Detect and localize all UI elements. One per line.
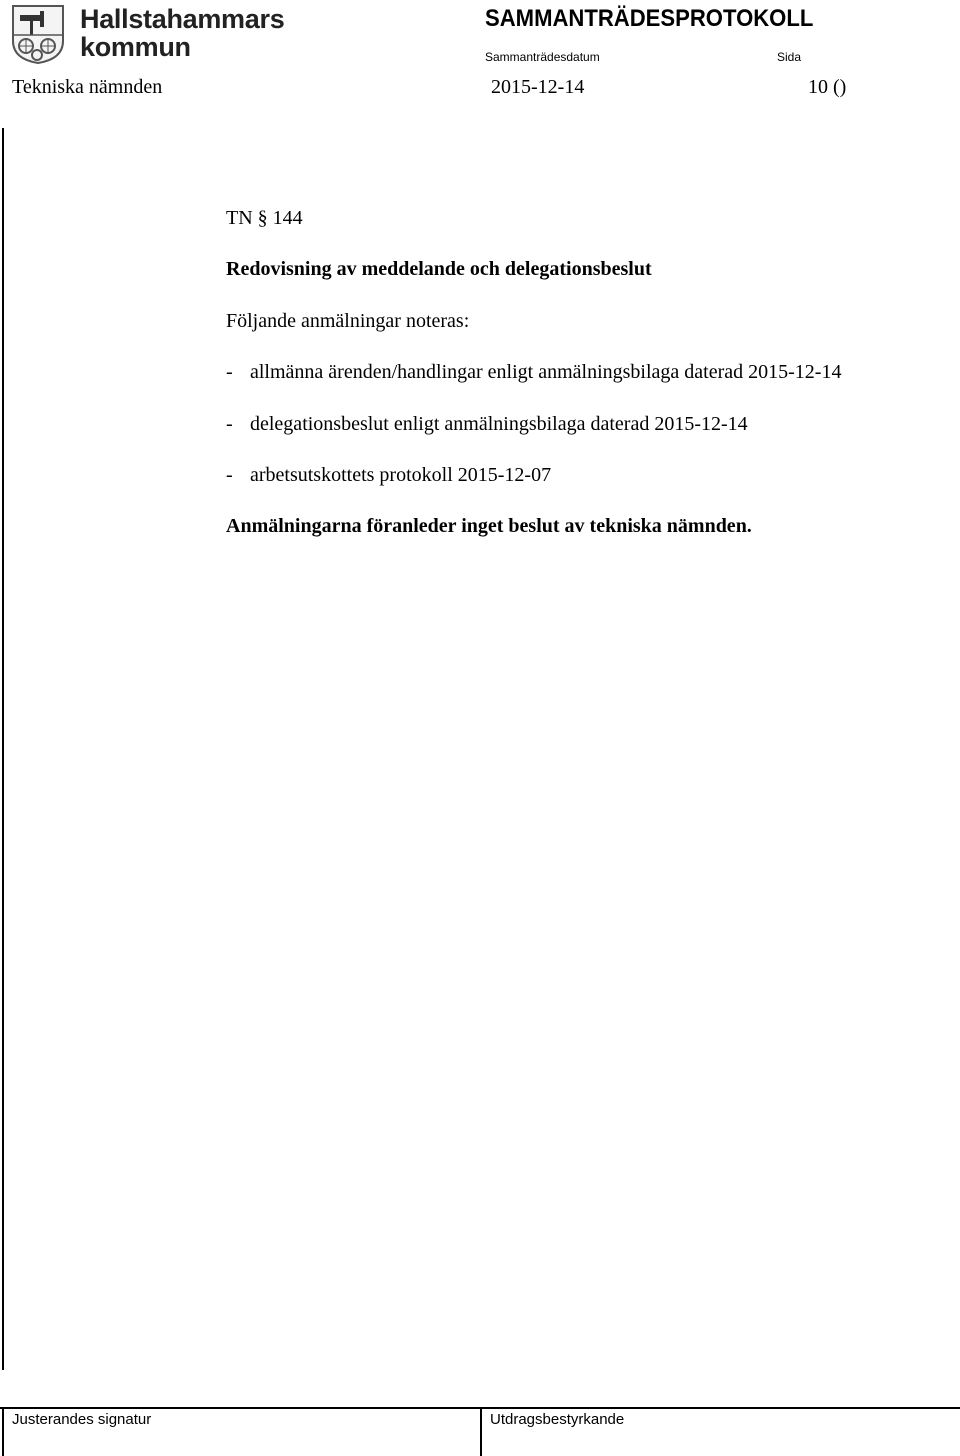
list-item: [226, 412, 841, 436]
date-label: Sammanträdesdatum: [485, 50, 600, 64]
list-dash: -: [226, 464, 233, 486]
signature-label: Justerandes signatur: [12, 1411, 152, 1428]
list-item: [226, 463, 841, 487]
logo-text: [80, 5, 284, 61]
list-item: [226, 360, 841, 384]
logo-line2: kommun: [80, 32, 191, 62]
decision-text: Anmälningarna föranleder inget beslut av tekniska nämnden.: [226, 515, 752, 537]
list-item-text: allmänna ärenden/handlingar enligt anmälningsbilaga daterad 2015-12-14: [250, 361, 842, 383]
list-item-text: arbetsutskottets protokoll 2015-12-07: [250, 464, 552, 486]
protocol-content: [226, 206, 841, 538]
section-title: Redovisning av meddelande och delegationsbeslut: [226, 258, 652, 280]
footer-column-divider: [480, 1407, 482, 1456]
list-item-text: delegationsbeslut enligt anmälningsbilaga daterad 2015-12-14: [250, 413, 748, 435]
municipality-logo: [10, 3, 285, 67]
coat-of-arms-icon: [10, 3, 66, 65]
list-dash: -: [226, 361, 233, 383]
extract-label: Utdragsbestyrkande: [490, 1411, 625, 1428]
logo-line1: Hallstahammars: [80, 4, 285, 34]
committee-name: Tekniska nämnden: [12, 76, 163, 98]
list-dash: -: [226, 413, 233, 435]
page-label: Sida: [777, 50, 802, 64]
document-type: SAMMANTRÄDESPROTOKOLL: [485, 5, 814, 32]
page-number: 10 (): [808, 76, 847, 98]
margin-line: [2, 128, 4, 1370]
meeting-date: 2015-12-14: [491, 76, 585, 98]
paragraph-mark: TN § 144: [226, 207, 303, 229]
footer-left-border: [2, 1407, 4, 1456]
intro-text: Följande anmälningar noteras:: [226, 310, 470, 332]
